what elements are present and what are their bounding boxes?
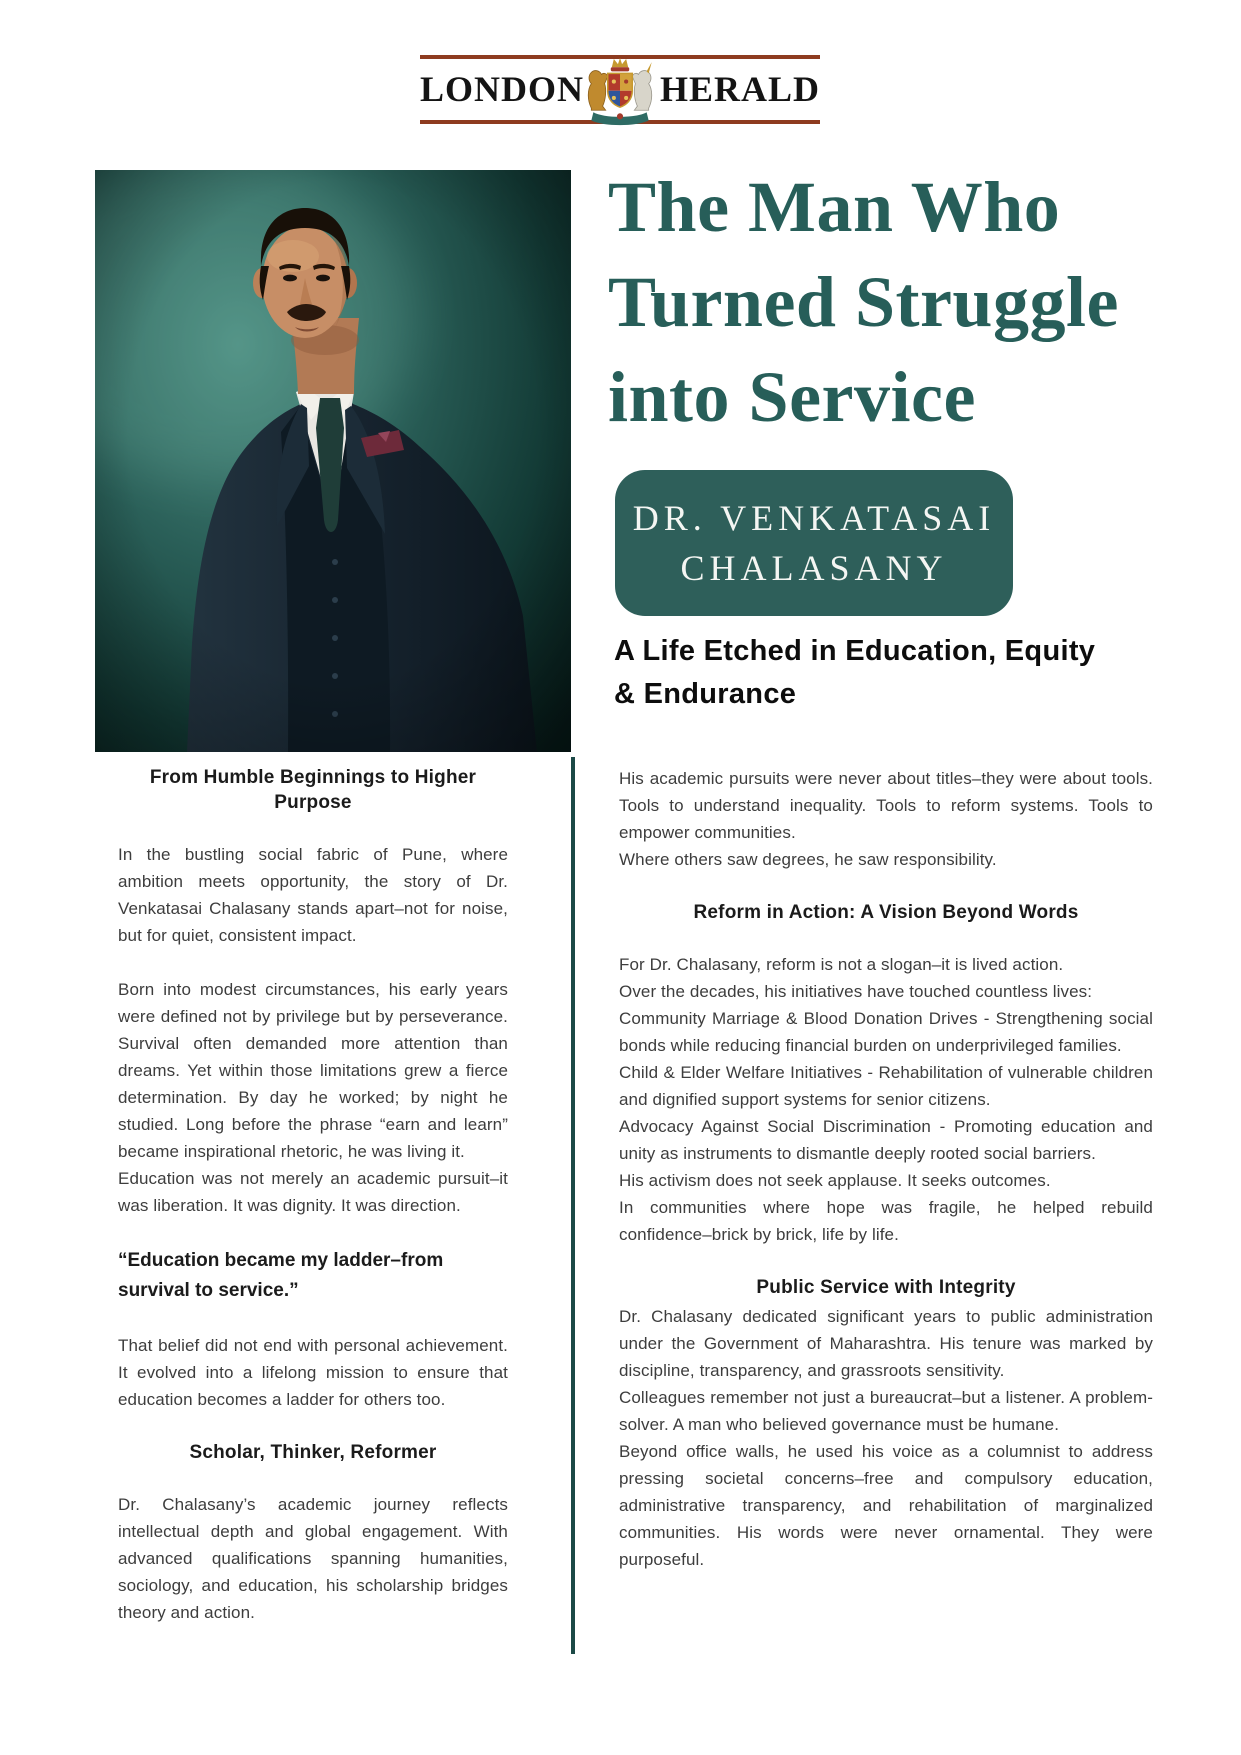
left-column: [118, 765, 508, 1653]
paragraph-block: [118, 841, 508, 949]
paragraph: Dr. Chalasany dedicated significant years to public administration under the Government of Maharashtra. His tenure was marked by discipline, transparency, and grassroots sensitivity.: [619, 1307, 1153, 1380]
name-badge-line: CHALASANY: [680, 548, 948, 588]
paragraph: Advocacy Against Social Discrimination - Promoting education and unity as instruments to dismantle deeply rooted social barriers.: [619, 1117, 1153, 1163]
headline: [608, 160, 1228, 445]
paragraph: His activism does not seek applause. It seeks outcomes.: [619, 1171, 1051, 1190]
masthead-title-right: HERALD: [659, 69, 820, 109]
paragraph: Dr. Chalasany’s academic journey reflects intellectual depth and global engagement. With advanced qualifications spanning humanities, sociology, and education, his scholarship bridges theory and action.: [118, 1495, 508, 1622]
paragraph-block: [118, 976, 508, 1219]
headline-line: into Service: [608, 357, 976, 437]
paragraph: Over the decades, his initiatives have touched countless lives:: [619, 982, 1093, 1001]
paragraph-block: [619, 765, 1153, 873]
royal-crest-icon: [577, 57, 663, 143]
masthead-title-left: LONDON: [420, 69, 585, 109]
paragraph: That belief did not end with personal achievement. It evolved into a lifelong mission to ensure that education becomes a ladder for others too.: [118, 1336, 508, 1409]
masthead: [420, 55, 820, 147]
paragraph: Child & Elder Welfare Initiatives - Rehabilitation of vulnerable children and dignified support systems for senior citizens.: [619, 1063, 1153, 1109]
right-column: [619, 765, 1153, 1600]
paragraph: In the bustling social fabric of Pune, where ambition meets opportunity, the story of Dr. Venkatasai Chalasany stands apart–not for noise, but for quiet, consistent impact.: [118, 845, 508, 945]
paragraph: Where others saw degrees, he saw responsibility.: [619, 850, 997, 869]
paragraph: For Dr. Chalasany, reform is not a slogan–it is lived action.: [619, 955, 1064, 974]
subtitle-line: A Life Etched in Education, Equity: [614, 635, 1096, 667]
paragraph: Community Marriage & Blood Donation Drives - Strengthening social bonds while reducing financial burden on underprivileged families.: [619, 1009, 1153, 1055]
section-heading: Reform in Action: A Vision Beyond Words: [693, 902, 1079, 923]
paragraph: Beyond office walls, he used his voice as a columnist to address pressing societal concerns–free and compulsory education, administrative transparency, and rehabilitation of marginalized communities. His words were never ornamental. They were purposeful.: [619, 1442, 1153, 1569]
portrait-illustration: [95, 170, 571, 752]
headline-line: Turned Struggle: [608, 262, 1119, 342]
paragraph-block: [118, 1332, 508, 1413]
subtitle: [614, 630, 1114, 716]
headline-line: The Man Who: [608, 167, 1061, 247]
paragraph-block: [619, 1303, 1153, 1573]
subtitle-line: & Endurance: [614, 678, 797, 710]
section-heading: Scholar, Thinker, Reformer: [189, 1442, 437, 1463]
name-badge-line: DR. VENKATASAI: [632, 498, 996, 538]
pull-quote: “Education became my ladder–from survival to service.”: [118, 1250, 444, 1301]
name-badge: [615, 470, 1013, 616]
paragraph: Born into modest circumstances, his early years were defined not by privilege but by perseverance. Survival often demanded more attention than dreams. Yet within those limitations grew a fierce determination. By day he worked; by night he studied. Long before the phrase “earn and learn” became inspirational rhetoric, he was living it.: [118, 980, 508, 1161]
paragraph: In communities where hope was fragile, he helped rebuild confidence–brick by brick, life by life.: [619, 1198, 1153, 1244]
section-heading: Public Service with Integrity: [756, 1277, 1016, 1298]
paragraph-block: [118, 1491, 508, 1626]
paragraph-block: [619, 951, 1153, 1248]
portrait-photo: [95, 170, 571, 752]
paragraph: His academic pursuits were never about titles–they were about tools. Tools to understand inequality. Tools to reform systems. Tools to empower communities.: [619, 769, 1153, 842]
section-heading: From Humble Beginnings to Higher Purpose: [149, 767, 477, 813]
paragraph: Education was not merely an academic pursuit–it was liberation. It was dignity. It was direction.: [118, 1169, 508, 1215]
column-divider: [571, 757, 575, 1654]
paragraph: Colleagues remember not just a bureaucrat–but a listener. A problem-solver. A man who believed governance must be humane.: [619, 1388, 1153, 1434]
